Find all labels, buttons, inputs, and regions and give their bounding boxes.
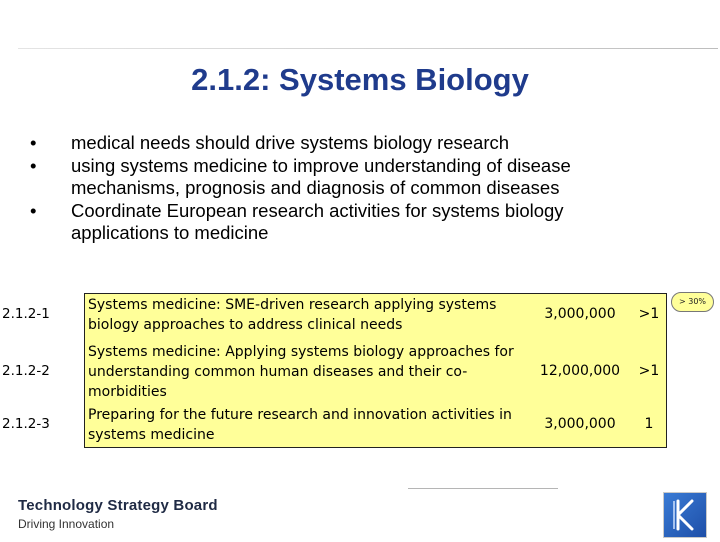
bullet-item [26, 132, 646, 154]
project-ratio: >1 [638, 306, 660, 322]
organization-name: Technology Strategy Board [18, 497, 218, 514]
project-ratio: >1 [638, 363, 660, 379]
project-code: 2.1.2-2 [2, 363, 50, 379]
project-code: 2.1.2-3 [2, 416, 50, 432]
organization-tagline: Driving Innovation [18, 517, 115, 531]
percentage-callout: > 30% [671, 292, 714, 312]
bullet-text: medical needs should drive systems biology research [71, 132, 510, 153]
project-description: Systems medicine: Applying systems biology approaches for understanding common human diseases and their co-morbidities [88, 344, 514, 400]
bullet-list [26, 132, 646, 245]
bullet-dot-icon: • [30, 200, 37, 221]
bullet-item [26, 200, 646, 244]
project-code: 2.1.2-1 [2, 306, 50, 322]
header-divider [18, 48, 718, 49]
project-amount: 3,000,000 [544, 416, 616, 432]
bullet-item [26, 155, 646, 199]
project-amount: 12,000,000 [539, 363, 621, 379]
project-ratio: 1 [644, 416, 654, 432]
org-logo-icon [663, 492, 707, 538]
project-description: Preparing for the future research and innovation activities in systems medicine [88, 407, 512, 443]
project-description: Systems medicine: SME-driven research applying systems biology approaches to address clinical needs [88, 297, 497, 333]
footer-divider [408, 488, 558, 489]
project-amount: 3,000,000 [544, 306, 616, 322]
bullet-text: using systems medicine to improve understanding of disease mechanisms, prognosis and diagnosis of common diseases [71, 155, 571, 198]
slide-title: 2.1.2: Systems Biology [191, 62, 529, 97]
org-logo-mark-icon [664, 493, 706, 537]
bullet-dot-icon: • [30, 132, 37, 153]
bullet-text: Coordinate European research activities for systems biology applications to medicine [71, 200, 564, 243]
bullet-dot-icon: • [30, 155, 37, 176]
